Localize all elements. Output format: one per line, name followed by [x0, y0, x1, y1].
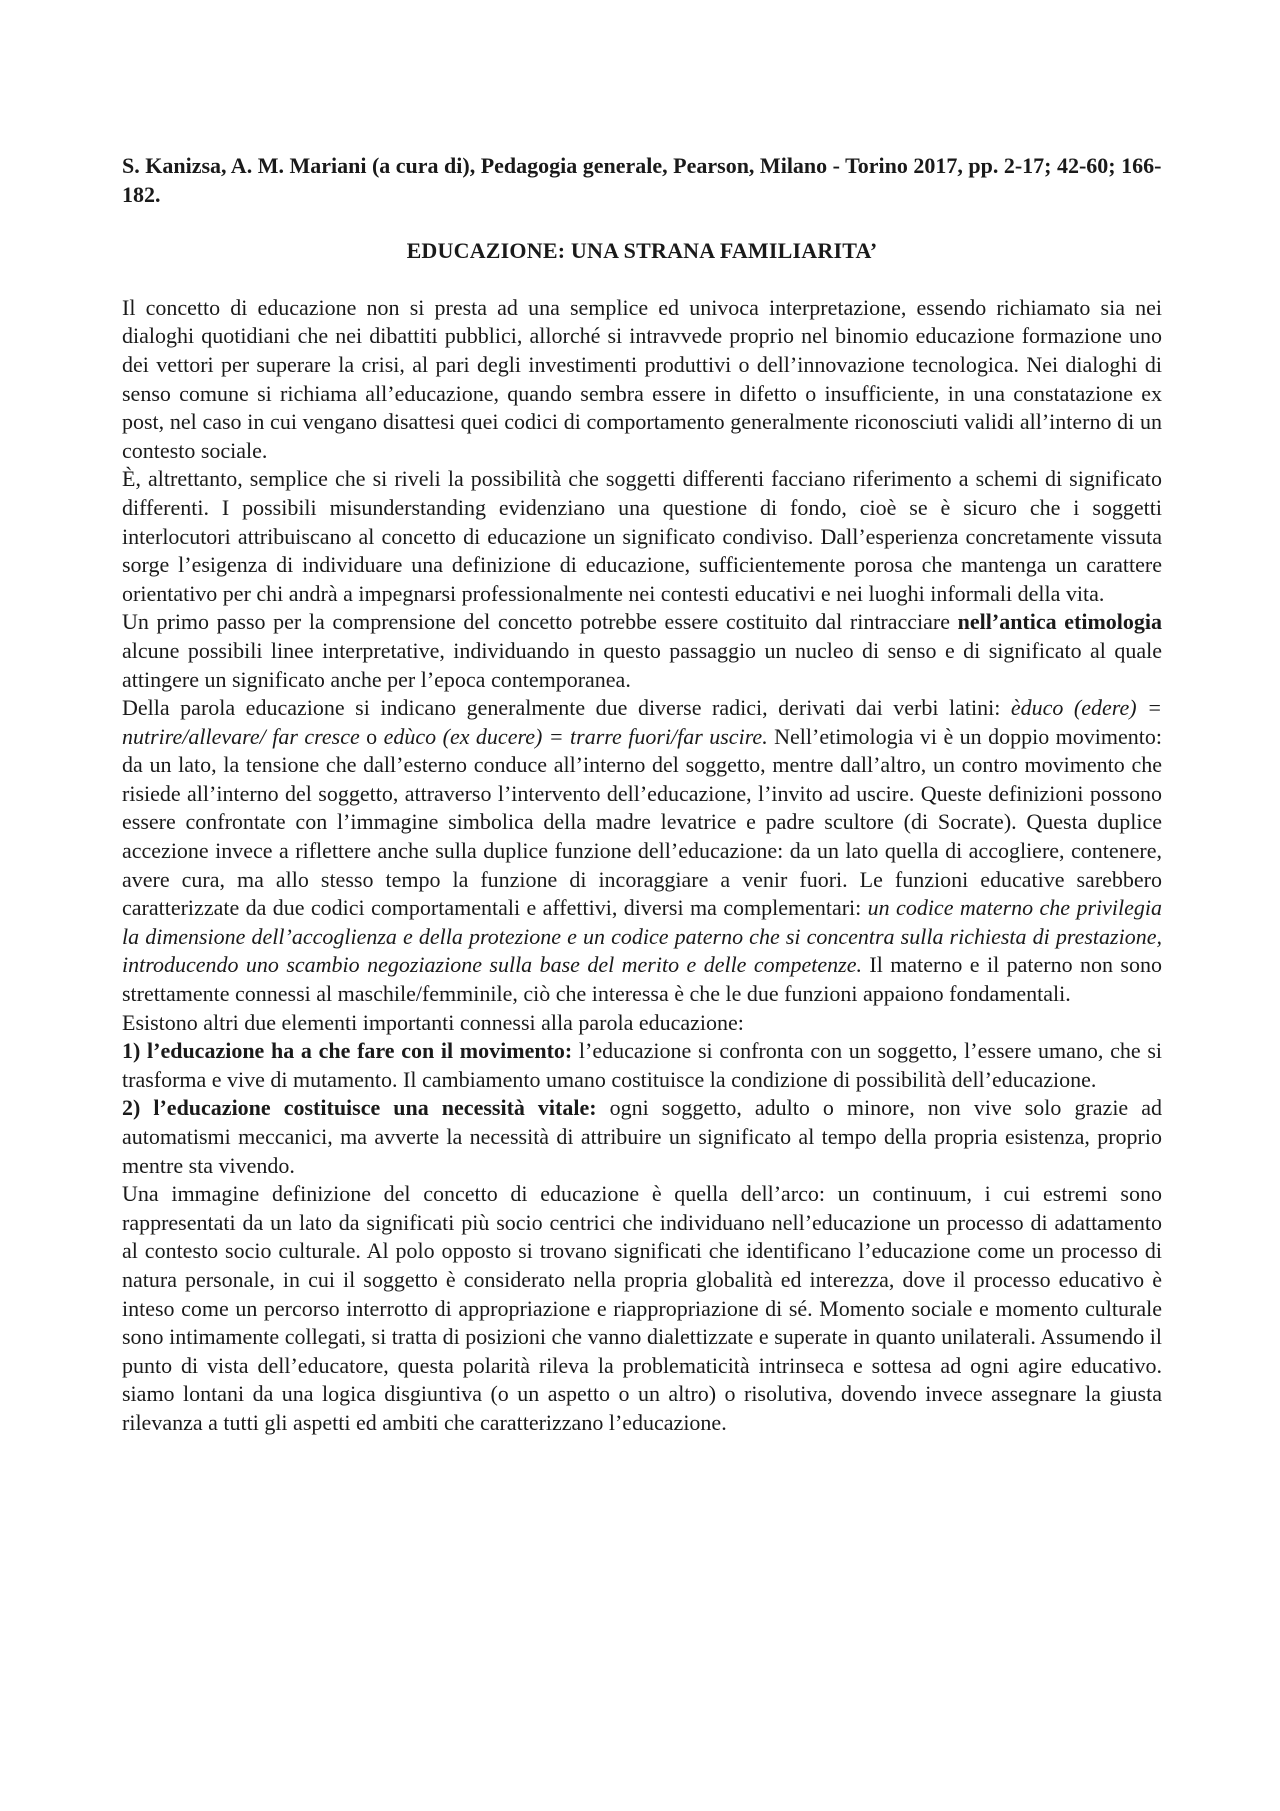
text-run: l’educazione si confronta con un soggetto, l’essere umano, che si trasforma e vive di mutamento. Il cambiamento umano costituisce la condizione di possibilità dell’educazione. — [122, 1038, 1163, 1092]
citation: S. Kanizsa, A. M. Mariani (a cura di), Pedagogia generale, Pearson, Milano - Torino 2017, pp. 2-17; 42-60; 166-182. — [122, 153, 1162, 207]
italic-run: edùco (ex ducere) = trarre fuori/far uscire. — [383, 723, 768, 749]
paragraph-6 — [122, 1037, 1162, 1094]
paragraph-8: Una immagine definizione del concetto di educazione è quella dell’arco: un continuum, i cui estremi sono rappresentati da un lato da significati più socio centrici che individuano nell’educazione un processo di adattamento al contesto socio culturale. Al polo opposto si trovano significati che identificano l’educazione come un processo di natura personale, in cui il soggetto è considerato nella propria globalità ed interezza, dove il processo educativo è inteso come un percorso interrotto di appropriazione e riappropriazione di sé. Momento sociale e momento culturale sono intimamente collegati, si tratta di posizioni che vanno dialettizzate e superate in quanto unilaterali. Assumendo il punto di vista dell’educatore, questa polarità rileva la problematicità intrinseca e sottesa ad ogni agire educativo. siamo lontani da una logica disgiuntiva (o un aspetto o un altro) o risolutiva, dovendo invece assegnare la giusta rilevanza a tutti gli aspetti ed ambiti che caratterizzano l’educazione. — [122, 1181, 1162, 1435]
text-run: o — [359, 723, 384, 749]
paragraph-2: È, altrettanto, semplice che si riveli la possibilità che soggetti differenti facciano riferimento a schemi di significato differenti. I possibili misunderstanding evidenziano una questione di fondo, cioè se è sicuro che i soggetti interlocutori attribuiscano al concetto di educazione un significato condiviso. Dall’esperienza concretamente vissuta sorge l’esigenza di individuare una definizione di educazione, sufficientemente porosa che mantenga un carattere orientativo per chi andrà a impegnarsi professionalmente nei contesti educativi e nei luoghi informali della vita. — [122, 466, 1162, 606]
text-run: Nell’etimologia vi è un doppio movimento: da un lato, la tensione che dall’esterno conduce all’interno del soggetto, mentre dall’altro, un contro movimento che risiede all’interno del soggetto, attraverso l’intervento dell’educazione, l’invito ad uscire. Queste definizioni possono essere confrontate con l’immagine simbolica della madre levatrice e padre scultore (di Socrate). Questa duplice accezione invece a riflettere anche sulla duplice funzione dell’educazione: da un lato quella di accogliere, contenere, avere cura, ma allo stesso tempo la funzione di incoraggiare a venir fuori. Le funzioni educative sarebbero caratterizzate da due codici comportamentali e affettivi, diversi ma complementari: — [122, 723, 1163, 921]
text-run: alcune possibili linee interpretative, individuando in questo passaggio un nucleo di senso e di significato al quale attingere un significato anche per l’epoca contemporanea. — [122, 637, 1162, 692]
document-page — [122, 152, 1162, 1438]
paragraph-5: Esistono altri due elementi importanti connessi alla parola educazione: — [122, 1009, 744, 1035]
text-run: ogni soggetto, adulto o minore, non vive solo grazie ad automatismi meccanici, ma avverte la necessità di attribuire un significato al tempo della propria esistenza, proprio mentre sta vivendo. — [122, 1095, 1162, 1178]
paragraph-4 — [122, 694, 1162, 1009]
italic-run: un codice materno che privilegia la dimensione dell’accoglienza e della protezione e un codice paterno che si concentra sulla richiesta di prestazione, introducendo uno scambio negoziazione sulla base del merito e delle competenze. — [122, 895, 1162, 978]
bold-run: nell’antica etimologia — [957, 609, 1162, 635]
paragraph-3 — [122, 608, 1162, 694]
paragraph-1: Il concetto di educazione non si presta ad una semplice ed univoca interpretazione, essendo richiamato sia nei dialoghi quotidiani che nei dibattiti pubblici, allorché si intravvede proprio nel binomio educazione formazione uno dei vettori per superare la crisi, al pari degli investimenti produttivi o dell’innovazione tecnologica. Nei dialoghi di senso comune si richiama all’educazione, quando sembra essere in difetto o insufficiente, in una constatazione ex post, nel caso in cui vengano disattesi quei codici di comportamento generalmente riconosciuti validi all’interno di un contesto sociale. — [122, 294, 1162, 463]
bold-run: 1) l’educazione ha a che fare con il movimento: — [122, 1038, 573, 1064]
paragraph-7 — [122, 1094, 1162, 1180]
bold-run: 2) l’educazione costituisce una necessità vitale: — [122, 1095, 597, 1121]
text-run: Della parola educazione si indicano generalmente due diverse radici, derivati dai verbi latini: — [122, 695, 1011, 721]
italic-run: èduco (edere) = nutrire/allevare/ far cresce — [122, 695, 1162, 749]
text-run: Un primo passo per la comprensione del concetto potrebbe essere costituito dal rintracciare — [122, 609, 958, 635]
document-body — [122, 294, 1162, 1438]
document-title: EDUCAZIONE: UNA STRANA FAMILIARITA’ — [406, 238, 878, 264]
text-run: Il materno e il paterno non sono strettamente connessi al maschile/femminile, ciò che interessa è che le due funzioni appaiono fondamentali. — [122, 952, 1162, 1007]
